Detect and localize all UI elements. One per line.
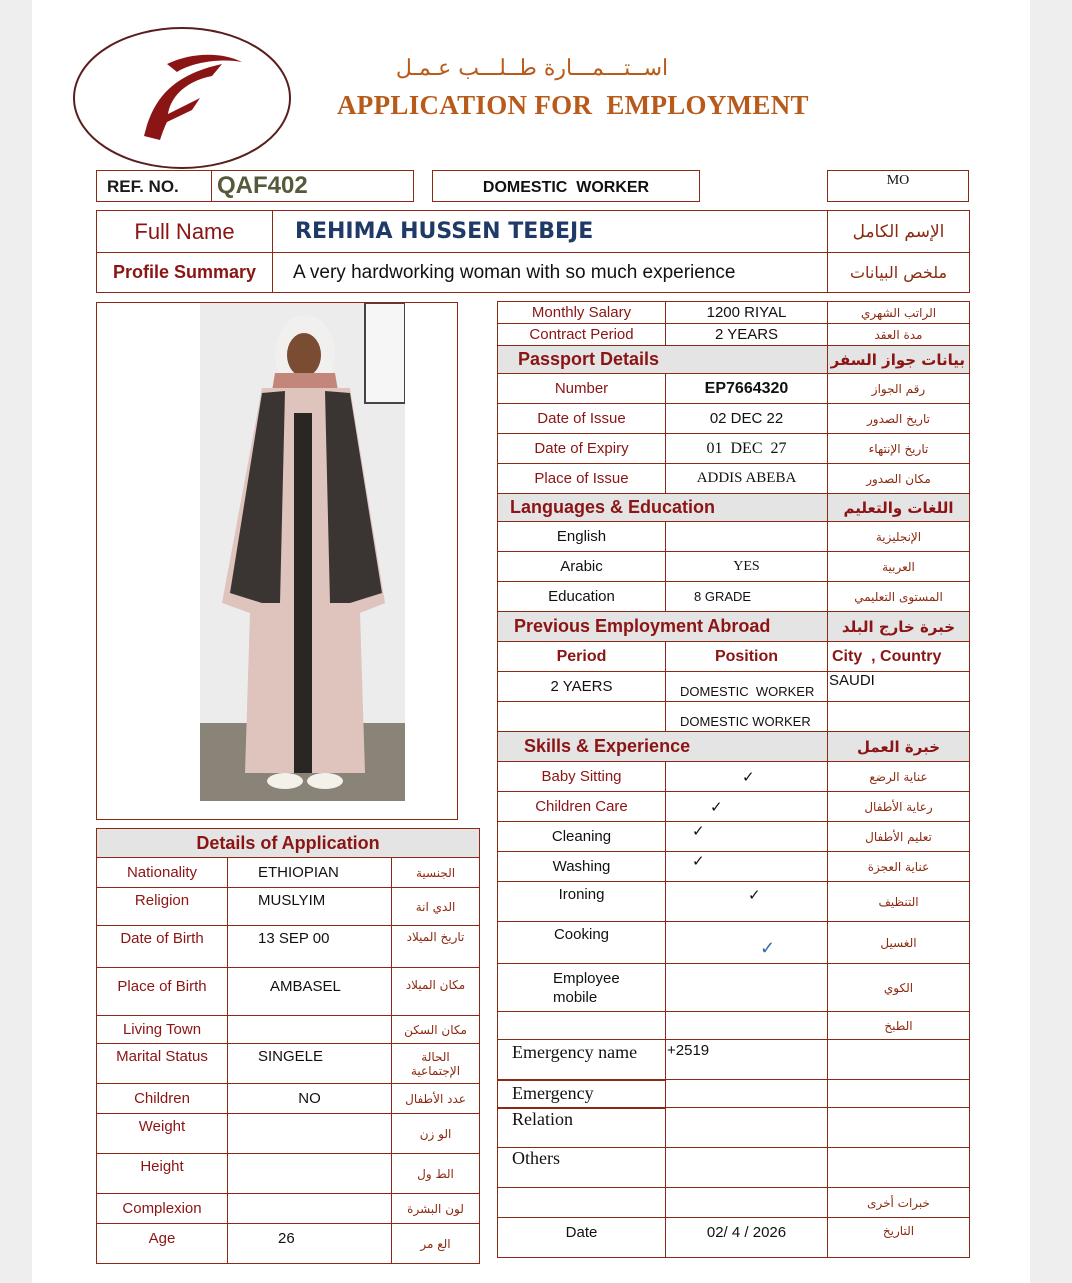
period-label: Contract Period — [498, 324, 666, 346]
detail-ar: لون البشرة — [392, 1194, 480, 1224]
skill-label: Cooking — [498, 922, 666, 964]
skill-check: ✓ — [666, 822, 828, 852]
passport-ar: تاريخ الإنتهاء — [828, 434, 970, 464]
skill-check: ✓ — [666, 852, 828, 882]
details-title: Details of Application — [97, 829, 480, 858]
right-table — [497, 301, 970, 1258]
period-ar: مدة العقد — [828, 324, 970, 346]
previous-header-country: City , Country — [828, 642, 970, 672]
detail-ar: مكان الميلاد — [392, 968, 480, 1016]
previous-country — [828, 702, 970, 732]
skill-ar: عناية الرضع — [828, 762, 970, 792]
full-name-label: Full Name — [97, 211, 273, 253]
position-value: DOMESTIC WORKER — [482, 179, 650, 196]
detail-ar: الجنسية — [392, 858, 480, 888]
mobile-label-line1: Employee — [553, 969, 620, 987]
skill-ar: رعاية الأطفال — [828, 792, 970, 822]
detail-label: Complexion — [97, 1194, 228, 1224]
skill-ar: تعليم الأطفال — [828, 822, 970, 852]
photo — [200, 303, 405, 801]
ref-box — [96, 170, 414, 202]
skill-ar: الغسيل — [828, 922, 970, 964]
date-label: Date — [498, 1218, 666, 1258]
detail-label: Children — [97, 1084, 228, 1114]
previous-header-position: Position — [666, 642, 828, 672]
emergency-name-label: Emergency name — [498, 1040, 666, 1080]
detail-value — [228, 1114, 392, 1154]
detail-ar: الو زن — [392, 1114, 480, 1154]
skill-label: Cleaning — [498, 822, 666, 852]
full-name-value: REHIMA HUSSEN TEBEJE — [273, 211, 828, 253]
mo-box — [827, 170, 969, 202]
detail-value: AMBASEL — [228, 968, 392, 1016]
relation-value — [666, 1108, 828, 1148]
emergency-value — [666, 1080, 828, 1108]
detail-ar: مكان السكن — [392, 1016, 480, 1044]
passport-ar: مكان الصدور — [828, 464, 970, 494]
passport-title-ar: بيانات جواز السفر — [828, 346, 970, 374]
previous-title-ar: خبرة خارج البلد — [828, 612, 970, 642]
language-label: Education — [498, 582, 666, 612]
passport-value: ADDIS ABEBA — [666, 464, 828, 494]
others-ar: خبرات أخرى — [828, 1188, 970, 1218]
blank-cell — [498, 1012, 666, 1040]
skill-label: Baby Sitting — [498, 762, 666, 792]
photo-frame — [96, 302, 458, 820]
detail-value: NO — [228, 1084, 392, 1114]
salary-label: Monthly Salary — [498, 302, 666, 324]
detail-value: ETHIOPIAN — [228, 858, 392, 888]
ref-label: REF. NO. — [107, 177, 179, 196]
others-blank — [828, 1148, 970, 1188]
emergency-label: Emergency — [498, 1080, 666, 1108]
skill-label: Children Care — [498, 792, 666, 822]
passport-ar: رقم الجواز — [828, 374, 970, 404]
detail-label: Nationality — [97, 858, 228, 888]
passport-label: Number — [498, 374, 666, 404]
previous-title: Previous Employment Abroad — [498, 612, 828, 642]
skill-label: Washing — [498, 852, 666, 882]
skill-check: ✓ — [666, 762, 828, 792]
detail-label: Marital Status — [97, 1044, 228, 1084]
ref-divider — [211, 171, 212, 201]
detail-ar: الع مر — [392, 1224, 480, 1264]
salary-value: 1200 RIYAL — [666, 302, 828, 324]
detail-ar: الط ول — [392, 1154, 480, 1194]
passport-label: Date of Expiry — [498, 434, 666, 464]
detail-label: Height — [97, 1154, 228, 1194]
language-value: YES — [666, 552, 828, 582]
application-sheet — [32, 0, 1030, 1283]
skill-check: ✓ — [666, 922, 828, 964]
detail-value: MUSLYIM — [228, 888, 392, 926]
previous-position: DOMESTIC WORKER — [666, 702, 828, 732]
detail-ar: الحالة الإجتماعية — [392, 1044, 480, 1084]
employee-mobile-label — [498, 964, 666, 1012]
blank-cell — [498, 1188, 666, 1218]
relation-blank — [828, 1108, 970, 1148]
previous-period: 2 YAERS — [498, 672, 666, 702]
passport-title: Passport Details — [498, 346, 828, 374]
employee-mobile-value — [666, 964, 828, 1012]
summary-ar: ملخص البيانات — [828, 253, 970, 293]
emergency-blank — [828, 1040, 970, 1080]
language-ar: العربية — [828, 552, 970, 582]
summary-label: Profile Summary — [97, 253, 273, 293]
detail-value — [228, 1194, 392, 1224]
detail-ar: الدي انة — [392, 888, 480, 926]
logo-emblem — [72, 24, 292, 170]
detail-label: Weight — [97, 1114, 228, 1154]
detail-value: 26 — [228, 1224, 392, 1264]
detail-label: Age — [97, 1224, 228, 1264]
title-arabic: اســتـــمـــارة طــلـــب عـمـل — [395, 56, 669, 81]
date-value: 02/ 4 / 2026 — [666, 1218, 828, 1258]
others-label: Others — [498, 1148, 666, 1188]
others-value — [666, 1148, 828, 1188]
detail-ar: عدد الأطفال — [392, 1084, 480, 1114]
skill-check: ✓ — [666, 792, 828, 822]
emergency-blank — [828, 1080, 970, 1108]
skill-check: ✓ — [666, 882, 828, 922]
mobile-ar: الكوي — [828, 964, 970, 1012]
language-value: 8 GRADE — [666, 582, 828, 612]
skill-ar: التنظيف — [828, 882, 970, 922]
emergency-name-value: +2519 — [666, 1040, 828, 1080]
passport-label: Date of Issue — [498, 404, 666, 434]
blank-ar: الطبخ — [828, 1012, 970, 1040]
position-box — [432, 170, 700, 202]
salary-ar: الراتب الشهري — [828, 302, 970, 324]
detail-ar: تاريخ الميلاد — [392, 926, 480, 968]
previous-period — [498, 702, 666, 732]
language-ar: المستوى التعليمي — [828, 582, 970, 612]
detail-value: SINGELE — [228, 1044, 392, 1084]
detail-value — [228, 1016, 392, 1044]
full-name-ar: الإسم الكامل — [828, 211, 970, 253]
detail-label: Place of Birth — [97, 968, 228, 1016]
period-value: 2 YEARS — [666, 324, 828, 346]
language-ar: الإنجليزية — [828, 522, 970, 552]
skill-label: Ironing — [498, 882, 666, 922]
skills-title: Skills & Experience — [498, 732, 828, 762]
mo-label: MO — [886, 173, 910, 188]
languages-title: Languages & Education — [498, 494, 828, 522]
language-value — [666, 522, 828, 552]
title-english: APPLICATION FOR EMPLOYMENT — [337, 90, 809, 120]
language-label: Arabic — [498, 552, 666, 582]
detail-label: Living Town — [97, 1016, 228, 1044]
company-logo — [72, 24, 292, 170]
skills-title-ar: خبرة العمل — [828, 732, 970, 762]
languages-title-ar: اللغات والتعليم — [828, 494, 970, 522]
passport-value: EP7664320 — [666, 374, 828, 404]
passport-label: Place of Issue — [498, 464, 666, 494]
date-ar: التاريخ — [828, 1218, 970, 1258]
summary-value: A very hardworking woman with so much experience — [273, 253, 828, 293]
detail-value — [228, 1154, 392, 1194]
blank-cell — [666, 1188, 828, 1218]
passport-value: 01 DEC 27 — [666, 434, 828, 464]
previous-header-period: Period — [498, 642, 666, 672]
detail-value: 13 SEP 00 — [228, 926, 392, 968]
name-table — [96, 210, 970, 293]
blank-cell — [666, 1012, 828, 1040]
mobile-label-line2: mobile — [553, 988, 598, 1006]
previous-country: SAUDI — [828, 672, 970, 702]
previous-position: DOMESTIC WORKER — [666, 672, 828, 702]
detail-label: Religion — [97, 888, 228, 926]
language-label: English — [498, 522, 666, 552]
details-table — [96, 828, 480, 1264]
skill-ar: عناية العجزة — [828, 852, 970, 882]
passport-ar: تاريخ الصدور — [828, 404, 970, 434]
passport-value: 02 DEC 22 — [666, 404, 828, 434]
relation-label: Relation — [498, 1108, 666, 1148]
ref-value: QAF402 — [217, 172, 308, 199]
detail-label: Date of Birth — [97, 926, 228, 968]
